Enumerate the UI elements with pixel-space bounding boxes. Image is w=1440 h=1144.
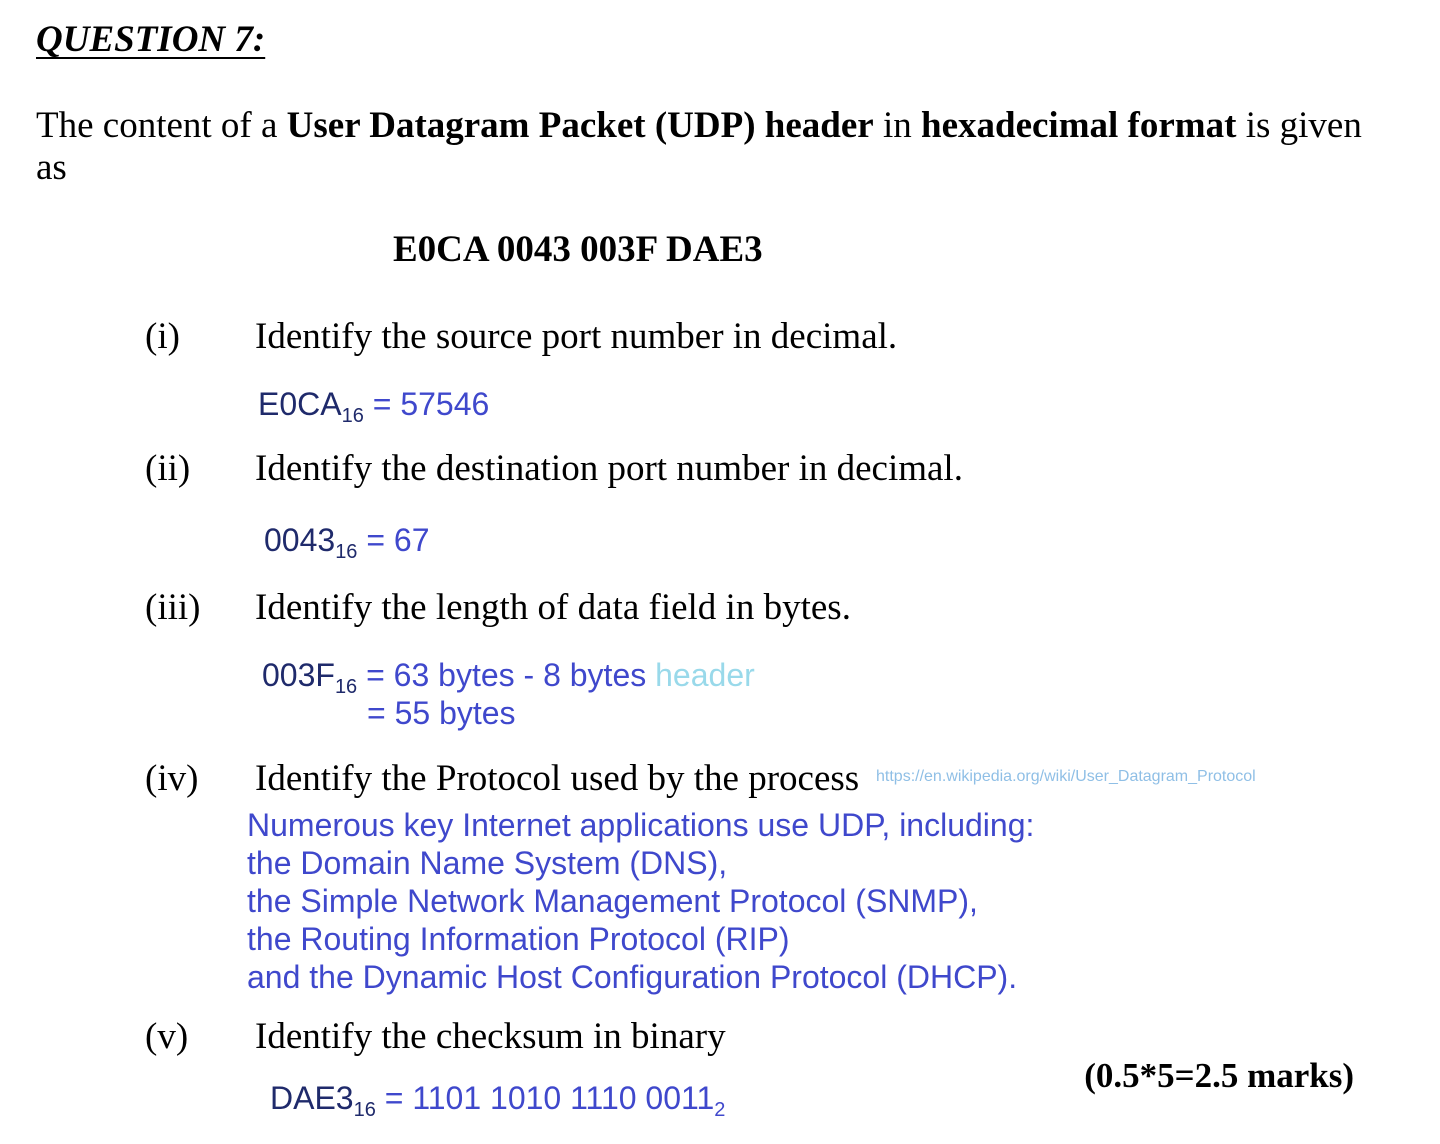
- answer-3-header-word: header: [655, 657, 755, 693]
- answer-5: [270, 1080, 726, 1121]
- question-number-4: (iv): [145, 758, 199, 799]
- answer-3-line-2: = 55 bytes: [367, 695, 516, 731]
- answer-4-line-1: Numerous key Internet applications use UDP, including:: [247, 807, 1035, 843]
- answer-4-line-2: the Domain Name System (DNS),: [247, 845, 728, 881]
- intro-text-1: The content of a: [36, 105, 287, 146]
- intro-text-3: is given: [1236, 105, 1362, 146]
- intro-bold-udp: User Datagram Packet (UDP) header: [286, 105, 874, 146]
- answer-5-subscript: 16: [353, 1099, 376, 1121]
- answer-1: [258, 386, 490, 427]
- question-text-5: Identify the checksum in binary: [255, 1016, 726, 1057]
- question-text-1: Identify the source port number in decimal.: [255, 316, 898, 357]
- answer-5-base-subscript: 2: [714, 1099, 726, 1121]
- answer-2: [264, 522, 430, 563]
- marks-label: (0.5*5=2.5 marks): [1084, 1056, 1354, 1095]
- answer-2-subscript: 16: [335, 541, 358, 563]
- question-number-2: (ii): [145, 448, 191, 489]
- wikipedia-link[interactable]: https://en.wikipedia.org/wiki/User_Datagram_Protocol: [876, 768, 1256, 785]
- intro-bold-hex: hexadecimal format: [921, 105, 1237, 146]
- answer-1-rhs: = 57546: [363, 386, 490, 422]
- answer-1-lhs: E0CA: [258, 386, 342, 422]
- answer-4-line-5: and the Dynamic Host Configuration Protocol (DHCP).: [247, 959, 1018, 995]
- answer-5-rhs: = 1101 1010 1110 0011: [375, 1080, 715, 1116]
- answer-4-line-4: the Routing Information Protocol (RIP): [247, 921, 790, 957]
- answer-3-rhs: = 63 bytes - 8 bytes: [357, 657, 656, 693]
- question-number-5: (v): [145, 1016, 189, 1057]
- question-title: QUESTION 7:: [36, 19, 266, 60]
- answer-2-rhs: = 67: [357, 522, 430, 558]
- intro-line-2: as: [36, 147, 67, 188]
- question-text-3: Identify the length of data field in bytes.: [255, 587, 851, 628]
- answer-4-line-3: the Simple Network Management Protocol (SNMP),: [247, 883, 978, 919]
- answer-3-lhs: 003F: [262, 657, 335, 693]
- intro-line-1: [36, 104, 1362, 147]
- question-number-1: (i): [145, 316, 180, 357]
- intro-text-2: in: [873, 105, 921, 146]
- answer-2-lhs: 0043: [264, 522, 336, 558]
- question-text-4: Identify the Protocol used by the process: [255, 758, 860, 799]
- answer-1-subscript: 16: [341, 405, 364, 427]
- answer-3-subscript: 16: [334, 676, 358, 698]
- hex-header-value: E0CA 0043 003F DAE3: [393, 229, 763, 270]
- answer-3: [262, 657, 755, 698]
- question-number-3: (iii): [145, 587, 201, 628]
- answer-5-lhs: DAE3: [270, 1080, 354, 1116]
- question-text-2: Identify the destination port number in decimal.: [255, 448, 963, 489]
